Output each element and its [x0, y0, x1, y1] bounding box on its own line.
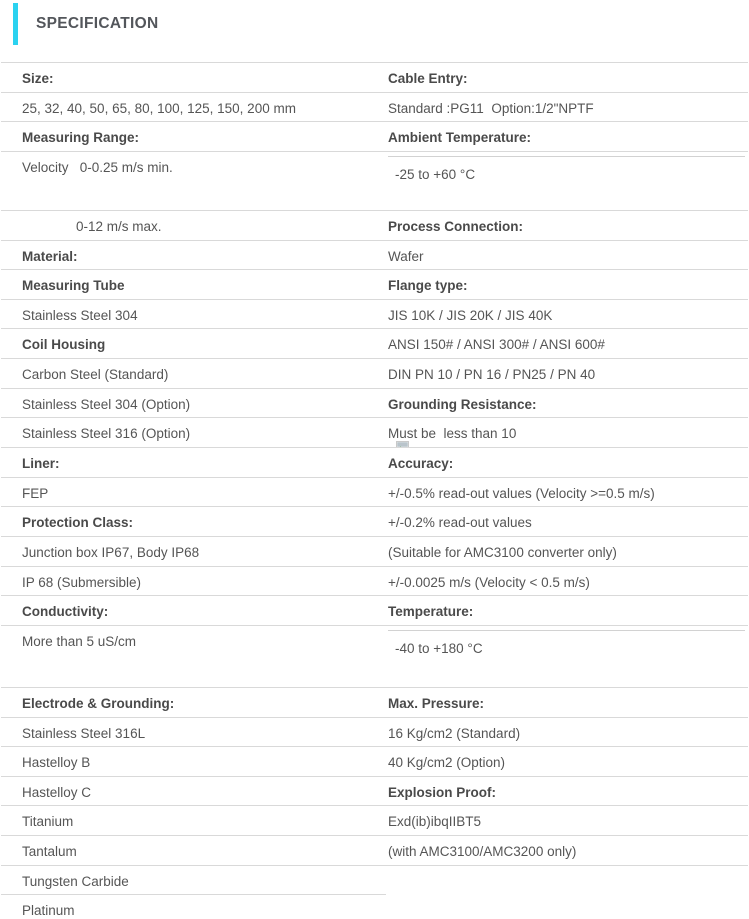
spec-cell-right: [386, 122, 748, 152]
spec-cell-right: [386, 777, 748, 807]
spec-text: Flange type:: [388, 278, 468, 294]
spec-cell-right: [386, 93, 748, 123]
spec-text: Liner:: [22, 456, 60, 472]
table-row: [1, 626, 748, 672]
spec-text: Hastelloy B: [22, 755, 91, 771]
spec-cell-left: [1, 329, 386, 359]
spec-text: FEP: [22, 485, 49, 501]
spec-cell-left: [1, 300, 386, 330]
spec-text: +/-0.2% read-out values: [388, 515, 532, 531]
spec-cell-left: [1, 626, 386, 672]
spec-text: +/-0.0025 m/s (Velocity < 0.5 m/s): [388, 574, 590, 590]
spec-text: 40 Kg/cm2 (Option): [388, 755, 506, 771]
spec-cell-left: [1, 359, 386, 389]
spec-text: (Suitable for AMC3100 converter only): [388, 544, 617, 560]
spec-cell-left: [1, 688, 386, 718]
table-row: [1, 122, 748, 152]
table-row: [1, 596, 748, 626]
table-row: [1, 567, 748, 597]
spec-text: Protection Class:: [22, 515, 134, 531]
spec-cell-left: [1, 478, 386, 508]
table-row: [1, 359, 748, 389]
spec-text: Platinum: [22, 903, 75, 919]
table-row: [1, 211, 748, 241]
spec-cell-right: [386, 270, 748, 300]
spec-cell-left: [1, 507, 386, 537]
spec-cell-left: [1, 718, 386, 748]
spec-text: Tungsten Carbide: [22, 873, 129, 889]
spec-text: Temperature:: [388, 604, 474, 620]
table-row: [1, 93, 748, 123]
temperature-value-box: -40 to +180 °C: [388, 630, 745, 656]
table-row: [1, 418, 748, 448]
spec-text: Wafer: [388, 248, 424, 264]
table-row: [1, 866, 748, 896]
spec-cell-left: [1, 63, 386, 93]
spec-cell-left: [1, 806, 386, 836]
table-row: [1, 688, 748, 718]
spec-cell-right: [386, 152, 748, 211]
spec-cell-right: [386, 418, 748, 448]
spec-cell-left: [1, 567, 386, 597]
spec-cell-right: [386, 718, 748, 748]
spec-cell-right: [386, 806, 748, 836]
spec-text: 0-12 m/s max.: [76, 218, 162, 234]
table-row: [1, 389, 748, 419]
spec-cell-right: [386, 836, 748, 866]
spec-text: Stainless Steel 316 (Option): [22, 426, 191, 442]
table-row: [1, 895, 748, 919]
spec-text: ANSI 150# / ANSI 300# / ANSI 600#: [388, 337, 605, 353]
temperature-value-box: -25 to +60 °C: [388, 156, 745, 182]
table-row: [1, 507, 748, 537]
spec-text: More than 5 uS/cm: [22, 633, 137, 649]
spec-cell-left: [1, 211, 386, 241]
spec-text: Tantalum: [22, 844, 77, 860]
spec-cell-left: [1, 122, 386, 152]
spec-text: DIN PN 10 / PN 16 / PN25 / PN 40: [388, 367, 596, 383]
spec-text: IP 68 (Submersible): [22, 574, 142, 590]
spec-text: +/-0.5% read-out values (Velocity >=0.5 m/s): [388, 485, 655, 501]
table-row: [1, 270, 748, 300]
spec-text: Junction box IP67, Body IP68: [22, 544, 200, 560]
spec-text: Cable Entry:: [388, 71, 468, 86]
spec-text: Ambient Temperature:: [388, 130, 532, 146]
spec-cell-right: [386, 211, 748, 241]
spec-text: 16 Kg/cm2 (Standard): [388, 725, 521, 741]
spec-cell-right: [386, 895, 748, 919]
table-row: [1, 747, 748, 777]
table-row: [1, 448, 748, 478]
spec-cell-left: [1, 895, 386, 919]
spec-cell-left: [1, 537, 386, 567]
spec-cell-left: [1, 866, 386, 896]
spec-text: (with AMC3100/AMC3200 only): [388, 844, 577, 860]
spec-cell-left: [1, 747, 386, 777]
section-header: [0, 0, 749, 46]
table-row: [1, 777, 748, 807]
spec-table-lower: [1, 687, 748, 919]
spec-text: Size:: [22, 71, 54, 86]
spec-text: Accuracy:: [388, 456, 454, 472]
page-title: SPECIFICATION: [36, 15, 159, 32]
spec-cell-right: [386, 300, 748, 330]
accent-bar: [13, 3, 18, 45]
spec-cell-right: [386, 567, 748, 597]
spec-cell-left: [1, 596, 386, 626]
spec-text: Grounding Resistance:: [388, 396, 537, 412]
spec-text: Stainless Steel 304 (Option): [22, 396, 191, 412]
spec-cell-left: [1, 241, 386, 271]
spec-text: Stainless Steel 304: [22, 307, 138, 323]
spec-text: Titanium: [22, 814, 74, 830]
spec-cell-right: [386, 389, 748, 419]
spec-text: Explosion Proof:: [388, 784, 496, 800]
spec-cell-left: [1, 270, 386, 300]
spec-text: 25, 32, 40, 50, 65, 80, 100, 125, 150, 200 mm: [22, 100, 296, 116]
spec-text: Measuring Range:: [22, 130, 140, 146]
table-row: [1, 241, 748, 271]
spec-cell-right: [386, 688, 748, 718]
spec-text: Material:: [22, 248, 78, 264]
spec-text: Conductivity:: [22, 604, 109, 620]
spec-table-upper: [1, 62, 748, 672]
table-row: [1, 718, 748, 748]
spec-cell-right: [386, 63, 748, 93]
table-row: [1, 329, 748, 359]
broken-image-icon: [396, 441, 411, 448]
spec-text: Velocity 0-0.25 m/s min.: [22, 159, 173, 175]
spec-cell-right: [386, 626, 748, 672]
spec-text: Carbon Steel (Standard): [22, 367, 169, 383]
spec-cell-left: [1, 777, 386, 807]
spec-cell-right: [386, 537, 748, 567]
spec-cell-left: [1, 418, 386, 448]
spec-cell-right: [386, 507, 748, 537]
spec-cell-left: [1, 836, 386, 866]
spec-text: Must be less than 10: [388, 426, 521, 442]
spec-text: Exd(ib)ibqIIBT5: [388, 814, 482, 830]
table-row: [1, 63, 748, 93]
table-row: [1, 806, 748, 836]
spec-text: Max. Pressure:: [388, 695, 485, 711]
spec-cell-right: [386, 478, 748, 508]
table-row: [1, 537, 748, 567]
spec-text: Electrode & Grounding:: [22, 695, 175, 711]
spec-text: Coil Housing: [22, 337, 106, 353]
spec-text: Process Connection:: [388, 218, 524, 234]
spec-text: Standard :PG11 Option:1/2"NPTF: [388, 100, 594, 116]
table-row: [1, 478, 748, 508]
spec-text: Stainless Steel 316L: [22, 725, 146, 741]
spec-cell-right: [386, 359, 748, 389]
table-row: [1, 152, 748, 211]
spec-cell-right: [386, 448, 748, 478]
spec-text: JIS 10K / JIS 20K / JIS 40K: [388, 307, 553, 323]
spec-cell-left: [1, 152, 386, 211]
spec-cell-right: [386, 596, 748, 626]
spec-cell-right: [386, 747, 748, 777]
spec-cell-right: [386, 866, 748, 896]
spec-cell-left: [1, 93, 386, 123]
table-row: [1, 836, 748, 866]
spec-cell-left: [1, 389, 386, 419]
spec-cell-right: [386, 241, 748, 271]
table-row: [1, 300, 748, 330]
spec-text: Measuring Tube: [22, 278, 125, 294]
spec-cell-left: [1, 448, 386, 478]
spec-cell-right: [386, 329, 748, 359]
spec-text: Hastelloy C: [22, 784, 92, 800]
